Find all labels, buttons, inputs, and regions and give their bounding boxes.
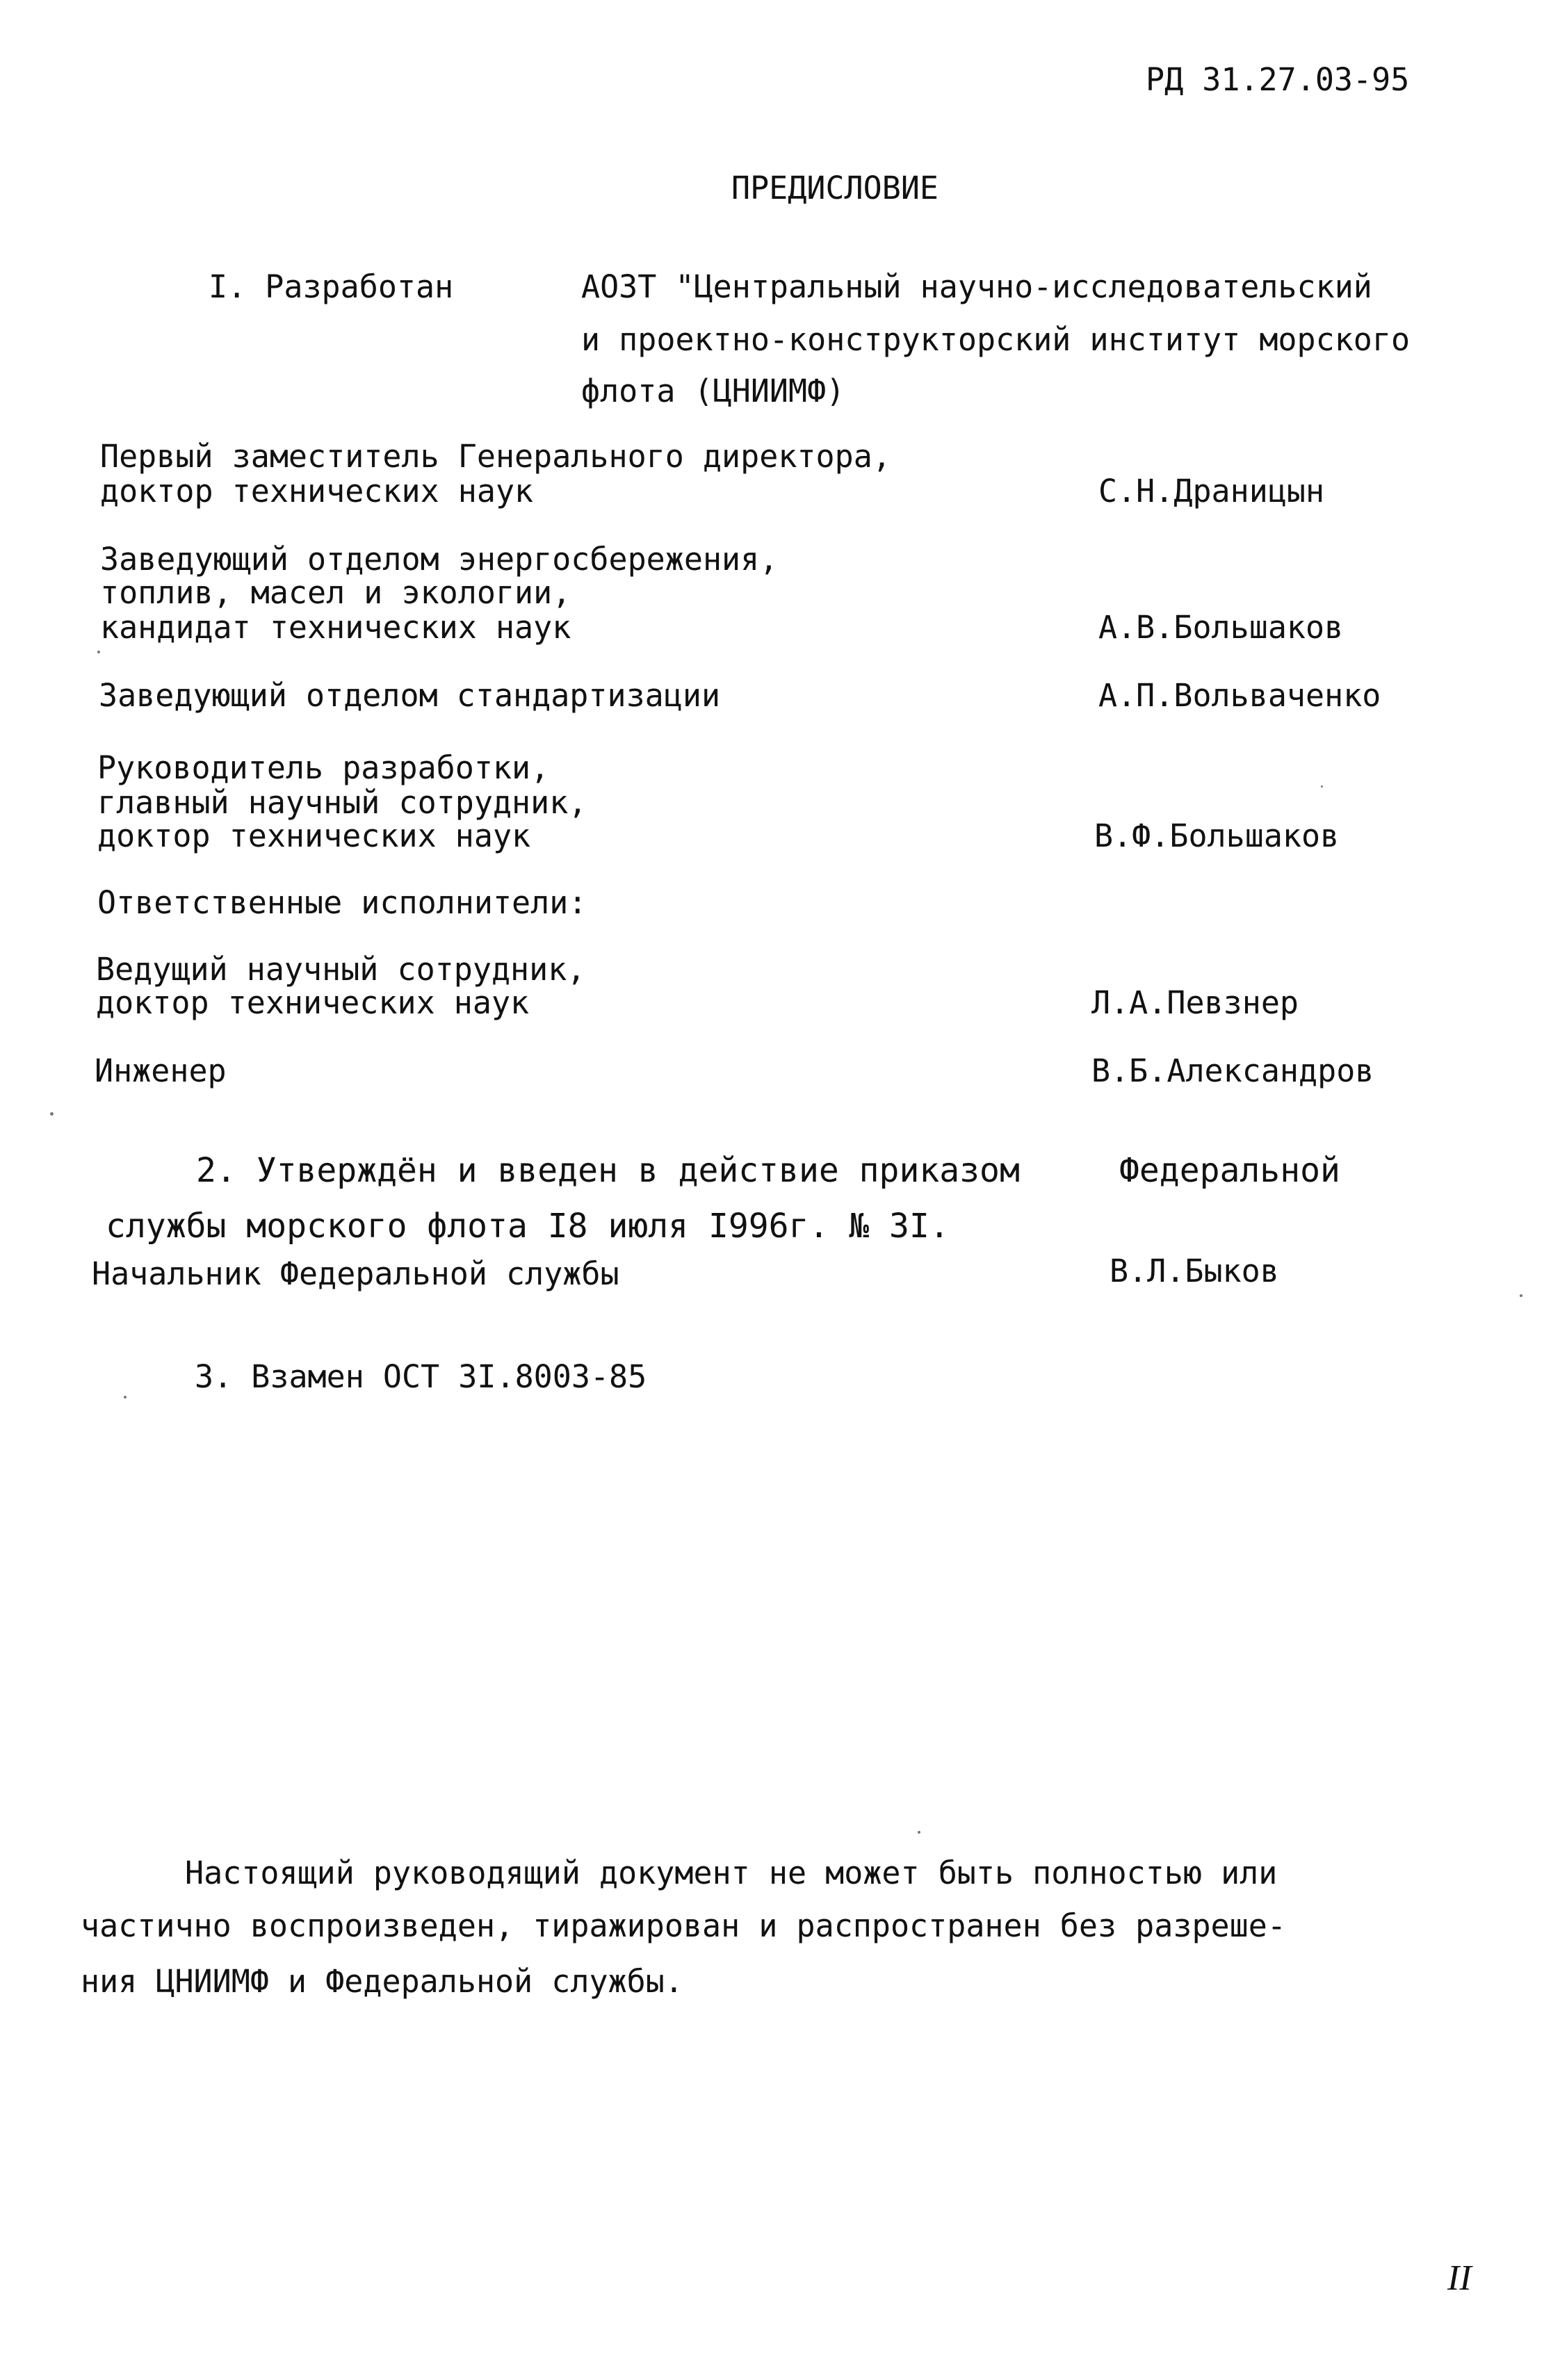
staff-position-line: топлив, масел и экологии, (100, 574, 571, 611)
staff-position-line: Ведущий научный сотрудник, (96, 951, 586, 988)
staff-position-line: доктор технических наук (96, 984, 530, 1021)
staff-name: А.П.Вольваченко (1098, 677, 1381, 714)
developer-org-line: флота (ЦНИИМФ) (581, 373, 845, 409)
scan-speck (50, 1112, 54, 1116)
approval-line: службы морского флота I8 июля I996г. № 3I. (106, 1207, 950, 1246)
staff-name: В.Ф.Большаков (1094, 817, 1340, 854)
approval-line: Начальник Федеральной службы (92, 1255, 619, 1292)
copyright-notice-line: Настоящий руководящий документ не может быть полностью или (185, 1855, 1278, 1891)
staff-position-line: Руководитель разработки, (97, 749, 550, 786)
developer-org-line: АОЗТ "Центральный научно-исследовательский (581, 268, 1372, 305)
copyright-notice-line: частично воспроизведен, тиражирован и распространен без разреше- (81, 1907, 1286, 1944)
staff-position-line: Заведующий отделом энергосбережения, (100, 541, 779, 578)
staff-name: А.В.Большаков (1098, 609, 1344, 646)
scan-speck (124, 1396, 127, 1399)
staff-position-line: доктор технических наук (100, 473, 534, 510)
developed-label: I. Разработан (209, 268, 454, 305)
staff-position-line: главный научный сотрудник, (97, 784, 587, 821)
staff-position-line: доктор технических наук (97, 817, 531, 854)
scan-speck (918, 1831, 920, 1834)
page-title: ПРЕДИСЛОВИЕ (731, 170, 939, 206)
scan-speck (97, 651, 100, 653)
approval-signatory: В.Л.Быков (1110, 1253, 1279, 1289)
staff-position-line: кандидат технических наук (100, 609, 571, 646)
staff-position-line: Заведующий отделом стандартизации (99, 677, 721, 714)
staff-name: В.Б.Александров (1091, 1052, 1374, 1089)
replaces-standard: 3. Взамен ОСТ 3I.8003-85 (195, 1358, 647, 1395)
approval-authority: Федеральной (1119, 1151, 1340, 1190)
staff-name: Л.А.Певзнер (1091, 984, 1299, 1021)
scan-speck (1520, 1294, 1522, 1297)
approval-line: 2. Утверждён и введен в действие приказом (196, 1151, 1020, 1190)
copyright-notice-line: ния ЦНИИМФ и Федеральной службы. (81, 1963, 683, 2000)
staff-position-line: Первый заместитель Генерального директора, (100, 438, 891, 475)
staff-position-line: Инженер (95, 1052, 227, 1089)
developer-org-line: и проектно-конструкторский институт морского (581, 321, 1411, 358)
staff-position-line: Ответственные исполнители: (97, 884, 587, 921)
scan-speck (1321, 785, 1323, 788)
page-number: II (1447, 2258, 1472, 2298)
document-code: РД 31.27.03-95 (1146, 61, 1410, 98)
staff-name: С.Н.Драницын (1098, 473, 1325, 510)
